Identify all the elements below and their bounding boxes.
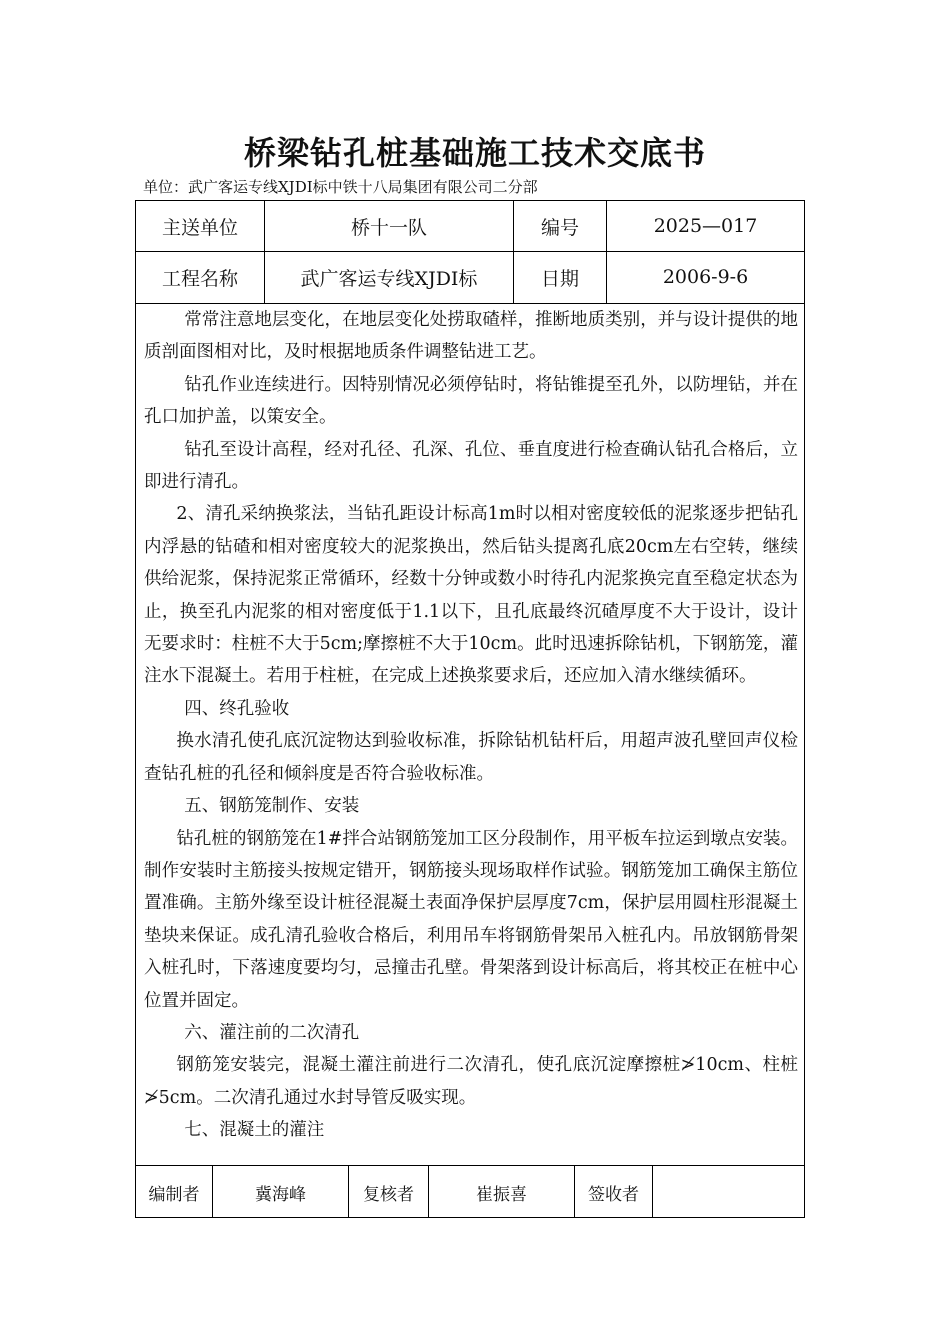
editor-value: 冀海峰 <box>213 1166 349 1218</box>
number-label: 编号 <box>514 201 607 251</box>
send-unit-label: 主送单位 <box>136 201 265 251</box>
send-unit-value: 桥十一队 <box>265 201 514 251</box>
section-heading: 七、混凝土的灌注 <box>184 1120 325 1141</box>
signature-row <box>136 1165 804 1218</box>
editor-label: 编制者 <box>136 1166 213 1218</box>
number-value: 2025—017 <box>653 215 758 237</box>
date-label: 日期 <box>514 251 607 303</box>
project-value: 武广客运专线XJDI标 <box>265 251 514 303</box>
section-heading: 五、钢筋笼制作、安装 <box>184 796 360 817</box>
paragraph: 钻孔桩的钢筋笼在1#拌合站钢筋笼加工区分段制作，用平板车拉运到墩点安装。制作安装时主筋接头按规定错开，钢筋接头现场取样作试验。钢筋笼加工确保主筋位置准确。主筋外缘至设计桩径混凝土表面净保护层厚度7cm，保护层用圆柱形混凝土垫块来保证。成孔清孔验收合格后，利用吊车将钢筋骨架吊入桩孔内。吊放钢筋骨架入桩孔时，下落速度要均匀，忌撞击孔壁。骨架落到设计标高后，将其校正在桩中心位置并固定。 <box>144 828 798 1011</box>
unit-line: 单位：武广客运专线XJDI标中铁十八局集团有限公司二分部 <box>143 178 538 196</box>
paragraph: 常常注意地层变化，在地层变化处捞取碴样，推断地质类别，并与设计提供的地质剖面图相对比，及时根据地质条件调整钻进工艺。 <box>144 310 798 363</box>
header-row-1 <box>136 201 804 252</box>
paragraph: 钻孔至设计高程，经对孔径、孔深、孔位、垂直度进行检查确认钻孔合格后，立即进行清孔。 <box>144 439 798 493</box>
content-body <box>144 304 798 1147</box>
project-label: 工程名称 <box>136 251 265 303</box>
receiver-label: 签收者 <box>575 1166 653 1218</box>
paragraph: 换水清孔使孔底沉淀物达到验收标准，拆除钻机钻杆后，用超声波孔壁回声仪检查钻孔桩的孔径和倾斜度是否符合验收标准。 <box>144 731 798 784</box>
section-heading: 四、终孔验收 <box>184 698 290 719</box>
section-heading: 六、灌注前的二次清孔 <box>184 1022 360 1043</box>
reviewer-value: 崔振喜 <box>429 1166 575 1218</box>
paragraph: 2、清孔采纳换浆法，当钻孔距设计标高1m时以相对密度较低的泥浆逐步把钻孔内浮悬的钻碴和相对密度较大的泥浆换出，然后钻头提离孔底20cm左右空转，继续供给泥浆，保持泥浆正常循环，经数十分钟或数小时待孔内泥浆换完直至稳定状态为止，换至孔内泥浆的相对密度低于1.1以下，且孔底最终沉碴厚度不大于设计，设计无要求时：柱桩不大于5cm;摩擦桩不大于10cm。此时迅速拆除钻机，下钢筋笼，灌注水下混凝土。若用于柱桩，在完成上述换浆要求后，还应加入清水继续循环。 <box>144 504 798 687</box>
disclosure-table <box>135 200 805 1218</box>
receiver-value[interactable] <box>653 1166 804 1218</box>
paragraph: 钻孔作业连续进行。因特别情况必须停钻时，将钻锥提至孔外，以防埋钻，并在孔口加护盖，以策安全。 <box>144 374 798 428</box>
date-value: 2006-9-6 <box>662 266 749 288</box>
paragraph: 钢筋笼安装完，混凝土灌注前进行二次清孔，使孔底沉淀摩擦桩≯10cm、柱桩≯5cm。二次清孔通过水封导管反吸实现。 <box>144 1055 798 1108</box>
reviewer-label: 复核者 <box>349 1166 429 1218</box>
header-row-2 <box>136 251 804 304</box>
document-title: 桥梁钻孔桩基础施工技术交底书 <box>243 134 706 172</box>
